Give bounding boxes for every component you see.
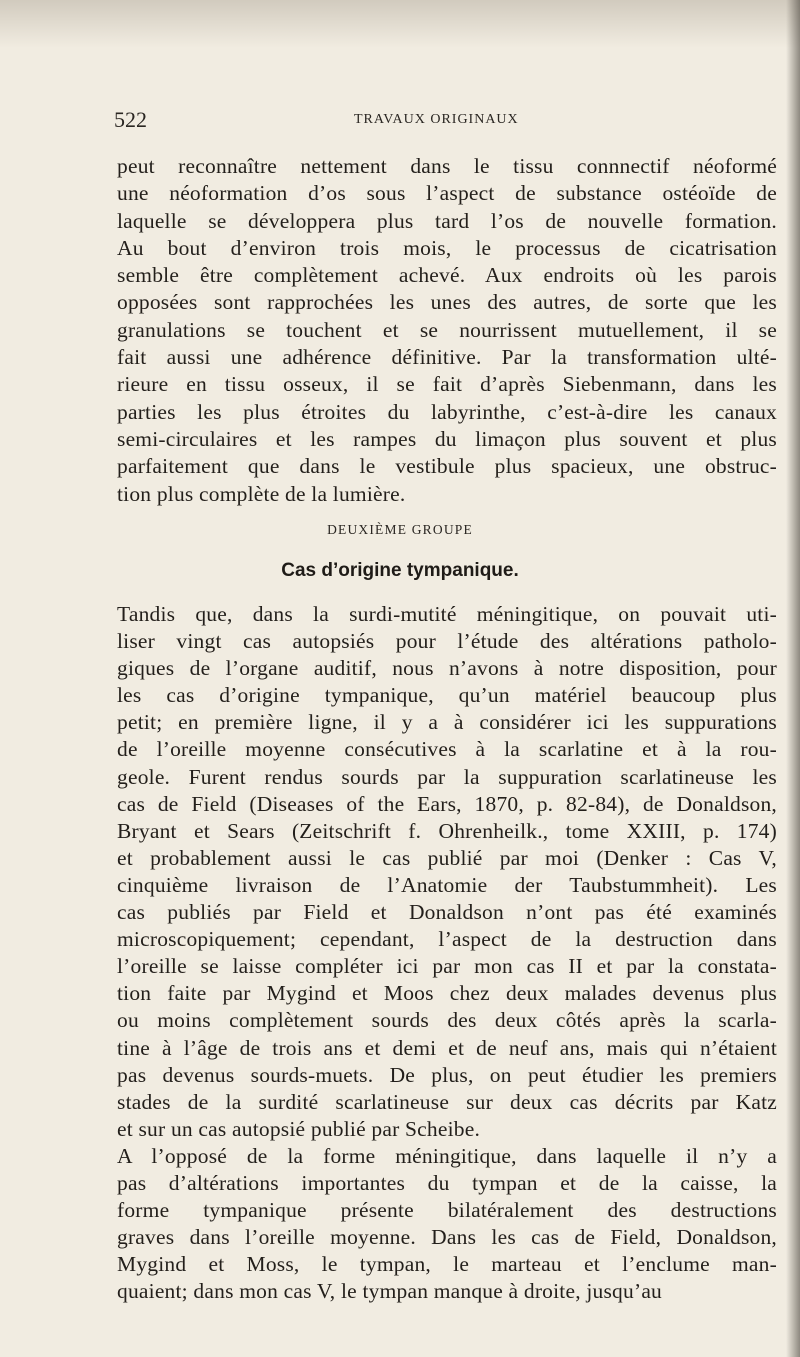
text-line: graves dans l’oreille moyenne. Dans les cas de Field, Donaldson, <box>117 1225 777 1250</box>
text-line: liser vingt cas autopsiés pour l’étude des altérations patholo- <box>117 629 777 654</box>
text-line: et probablement aussi le cas publié par moi (Denker : Cas V, <box>117 845 777 870</box>
text-line: laquelle se développera plus tard l’os de nouvelle formation. <box>117 208 777 233</box>
text-line: tion faite par Mygind et Moos chez deux malades devenus plus <box>117 981 777 1006</box>
text-line: Au bout d’environ trois mois, le processus de cicatrisation <box>117 235 777 260</box>
text-line: rieure en tissu osseux, il se fait d’après Siebenmann, dans les <box>117 372 777 397</box>
text-line: giques de l’organe auditif, nous n’avons à notre disposition, pour <box>117 656 777 681</box>
text-line: Mygind et Moss, le tympan, le marteau et l’enclume man- <box>117 1252 777 1277</box>
text-line: pas d’altérations importantes du tympan et de la caisse, la <box>117 1170 777 1195</box>
text-line: Tandis que, dans la surdi-mutité méningitique, on pouvait uti- <box>117 602 777 626</box>
text-line: tine à l’âge de trois ans et demi et de neuf ans, mais qui n’étaient <box>117 1035 777 1060</box>
text-line: semi-circulaires et les rampes du limaçon plus souvent et plus <box>117 426 777 451</box>
text-line: pas devenus sourds-muets. De plus, on peut étudier les premiers <box>117 1062 777 1087</box>
text-line: de l’oreille moyenne consécutives à la scarlatine et à la rou- <box>117 737 777 762</box>
text-line: peut reconnaître nettement dans le tissu connnectif néoformé <box>117 154 777 178</box>
text-line: l’oreille se laisse compléter ici par mon cas II et par la constata- <box>117 954 777 979</box>
text-line: une néoformation d’os sous l’aspect de substance ostéoïde de <box>117 181 777 206</box>
page-header <box>114 107 774 137</box>
section-label: DEUXIÈME GROUPE <box>327 522 473 537</box>
text-line: opposées sont rapprochées les unes des autres, de sorte que les <box>117 290 777 315</box>
text-line: et sur un cas autopsié publié par Scheibe. <box>117 1116 481 1141</box>
text-line: geole. Furent rendus sourds par la suppuration scarlatineuse les <box>117 764 777 789</box>
text-line: Bryant et Sears (Zeitschrift f. Ohrenheilk., tome XXIII, p. 174) <box>117 818 777 843</box>
text-line: parties les plus étroites du labyrinthe, c’est-à-dire les canaux <box>117 399 777 424</box>
page-number: 522 <box>114 107 147 132</box>
text-line: forme tympanique présente bilatéralement des destructions <box>117 1198 777 1223</box>
scan-right-edge <box>786 0 800 1357</box>
scan-top-shadow <box>0 0 800 48</box>
paragraph-1 <box>117 153 777 508</box>
text-line: tion plus complète de la lumière. <box>117 481 406 506</box>
text-line: ou moins complètement sourds des deux côtés après la scarla- <box>117 1008 777 1033</box>
text-line: parfaitement que dans le vestibule plus spacieux, une obstruc- <box>117 454 777 479</box>
text-line: cas publiés par Field et Donaldson n’ont pas été examinés <box>117 900 777 925</box>
text-line: granulations se touchent et se nourrissent mutuellement, il se <box>117 317 777 342</box>
text-line: cas de Field (Diseases of the Ears, 1870, p. 82-84), de Donaldson, <box>117 791 777 816</box>
text-line: quaient; dans mon cas V, le tympan manque à droite, jusqu’au <box>117 1279 663 1304</box>
text-line: cinquième livraison de l’Anatomie der Taubstummheit). Les <box>117 872 777 897</box>
section-title: Cas d’origine tympanique. <box>281 560 519 581</box>
text-line: microscopiquement; cependant, l’aspect de la destruction dans <box>117 927 777 952</box>
text-line: A l’opposé de la forme méningitique, dans laquelle il n’y a <box>117 1143 777 1168</box>
text-line: stades de la surdité scarlatineuse sur deux cas décrits par Katz <box>117 1089 777 1114</box>
text-line: les cas d’origine tympanique, qu’un matériel beaucoup plus <box>117 683 777 708</box>
running-title: TRAVAUX ORIGINAUX <box>354 112 519 127</box>
paragraph-2 <box>117 601 777 1305</box>
text-line: petit; en première ligne, il y a à considérer ici les suppurations <box>117 710 777 735</box>
text-line: fait aussi une adhérence définitive. Par la transformation ulté- <box>117 345 777 370</box>
text-line: semble être complètement achevé. Aux endroits où les parois <box>117 263 777 288</box>
